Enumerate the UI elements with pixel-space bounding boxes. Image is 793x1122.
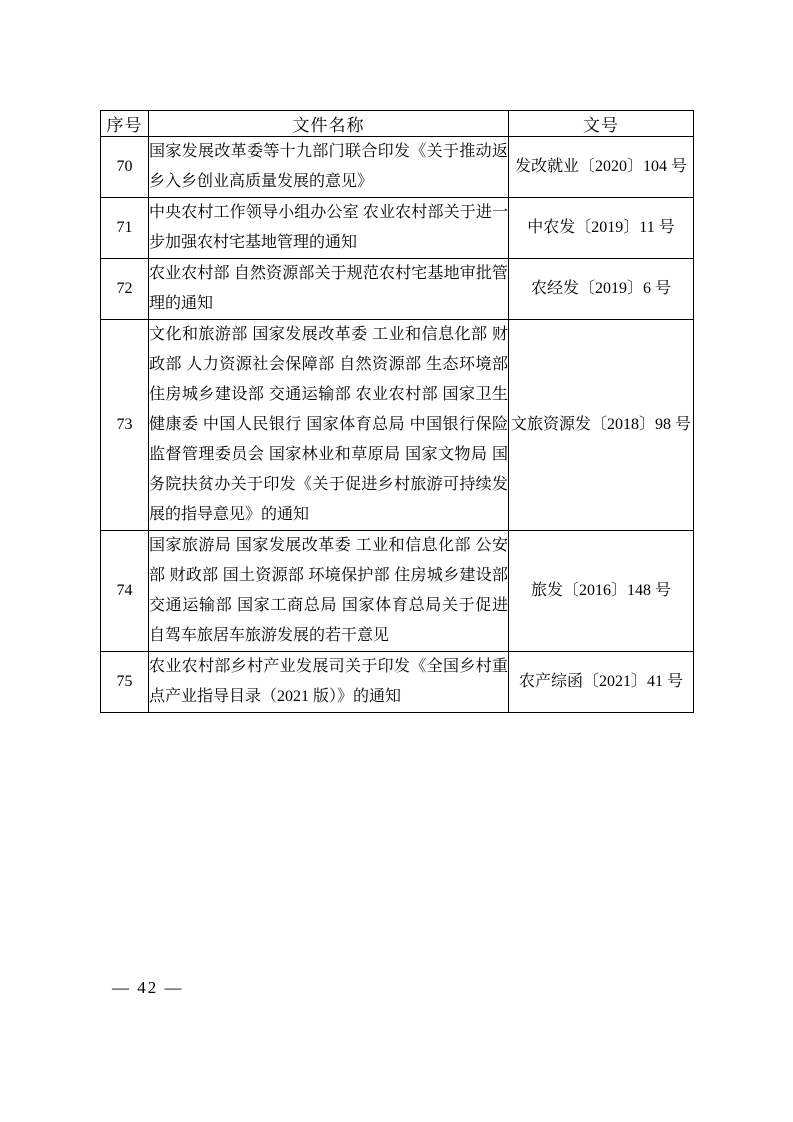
table-row	[101, 137, 694, 198]
row-file-name: 国家发展改革委等十九部门联合印发《关于推动返乡入乡创业高质量发展的意见》	[149, 137, 509, 198]
file-list-table-container	[100, 110, 693, 713]
table-header-row	[101, 111, 694, 137]
row-file-number: 旅发〔2016〕148 号	[509, 531, 694, 652]
row-no: 75	[101, 652, 149, 713]
column-header-number: 文号	[509, 111, 694, 137]
page-number: — 42 —	[112, 978, 184, 997]
table-row	[101, 198, 694, 259]
row-no: 74	[101, 531, 149, 652]
row-file-name: 农业农村部乡村产业发展司关于印发《全国乡村重点产业指导目录（2021 版）》的通知	[149, 652, 509, 713]
column-header-name: 文件名称	[149, 111, 509, 137]
row-file-number: 农产综函〔2021〕41 号	[509, 652, 694, 713]
row-file-number: 中农发〔2019〕11 号	[509, 198, 694, 259]
row-file-number: 农经发〔2019〕6 号	[509, 259, 694, 320]
table-row	[101, 320, 694, 531]
row-file-number: 发改就业〔2020〕104 号	[509, 137, 694, 198]
table-row	[101, 652, 694, 713]
table-row	[101, 259, 694, 320]
file-list-table	[100, 110, 694, 713]
column-header-no: 序号	[101, 111, 149, 137]
row-no: 71	[101, 198, 149, 259]
row-file-name: 国家旅游局 国家发展改革委 工业和信息化部 公安部 财政部 国土资源部 环境保护部 住房城乡建设部 交通运输部 国家工商总局 国家体育总局关于促进自驾车旅居车旅游发展的若干意见	[149, 531, 509, 652]
row-file-name: 文化和旅游部 国家发展改革委 工业和信息化部 财政部 人力资源社会保障部 自然资源部 生态环境部 住房城乡建设部 交通运输部 农业农村部 国家卫生健康委 中国人民银行 国家体育总局 中国银行保险监督管理委员会 国家林业和草原局 国家文物局 国务院扶贫办关于印发《关于促进乡村旅游可持续发展的指导意见》的通知	[149, 320, 509, 531]
row-file-number: 文旅资源发〔2018〕98 号	[509, 320, 694, 531]
table-row	[101, 531, 694, 652]
row-file-name: 农业农村部 自然资源部关于规范农村宅基地审批管理的通知	[149, 259, 509, 320]
row-no: 72	[101, 259, 149, 320]
row-no: 73	[101, 320, 149, 531]
row-no: 70	[101, 137, 149, 198]
row-file-name: 中央农村工作领导小组办公室 农业农村部关于进一步加强农村宅基地管理的通知	[149, 198, 509, 259]
